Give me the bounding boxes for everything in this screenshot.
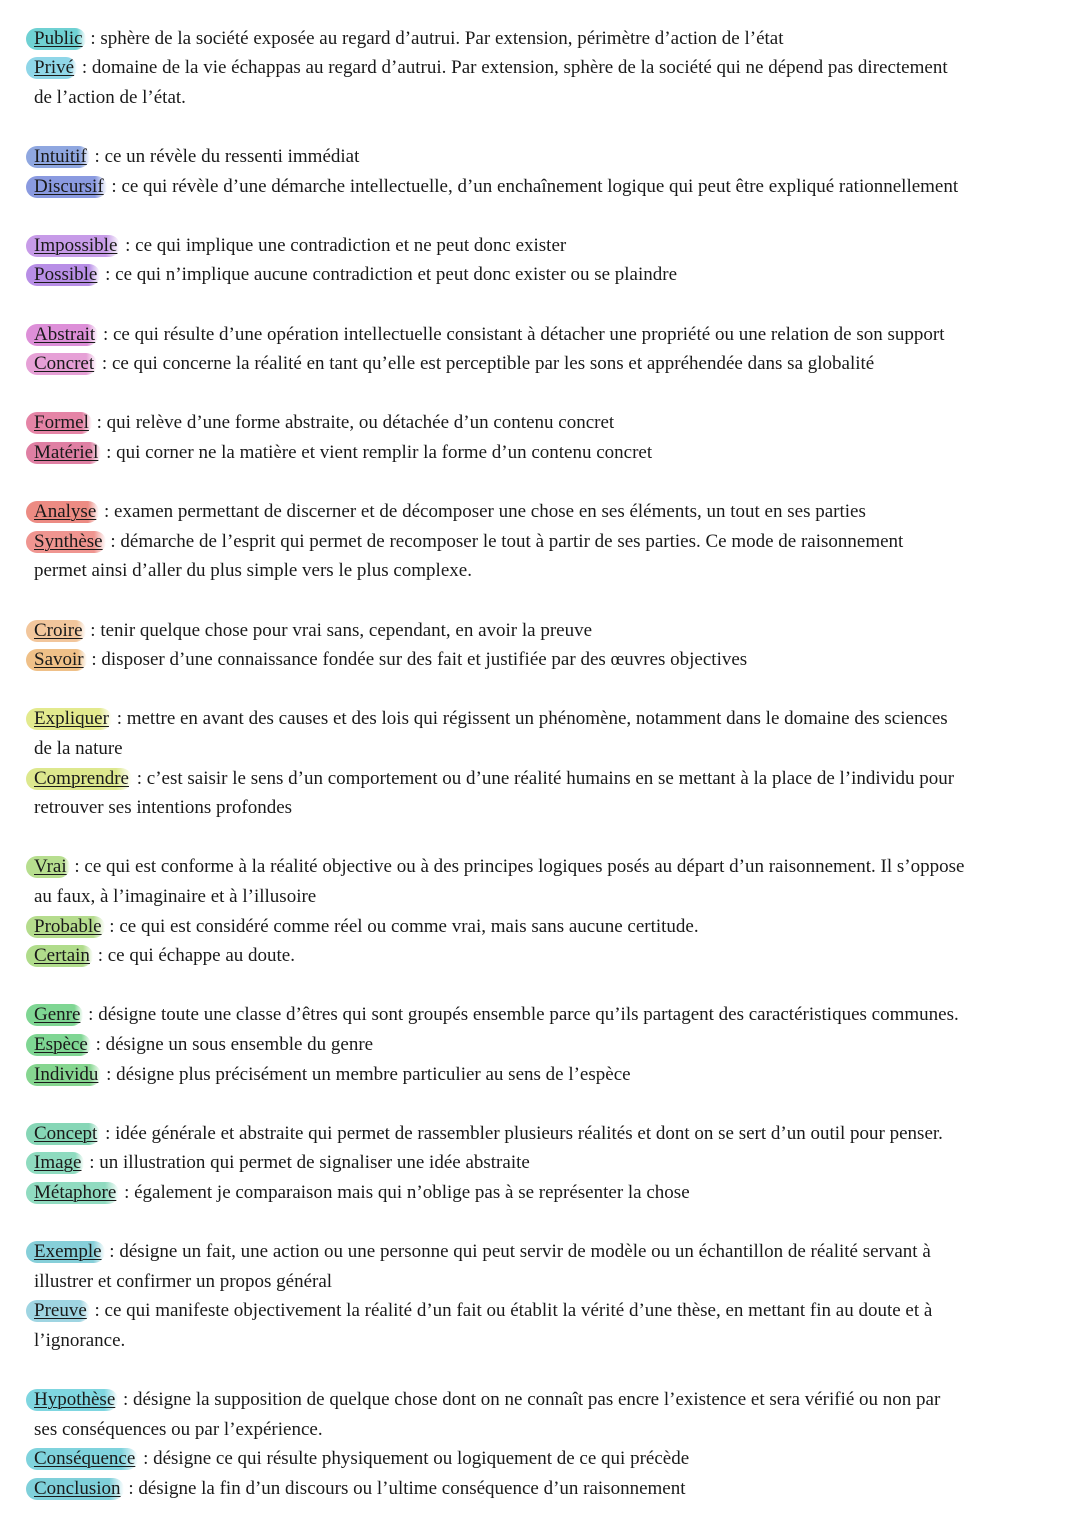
term-label: Espèce [26,1034,91,1056]
definition-text: ce qui est considéré comme réel ou comme vrai, mais sans aucune certitude. [119,915,699,937]
definition-text: démarche de l’esprit qui permet de recomposer le tout à partir de ses parties. Ce mode de raisonnement [120,530,904,552]
definition-text: désigne un fait, une action ou une personne qui peut servir de modèle ou un échantillon de réalité servant à [119,1241,931,1263]
separator: : [101,441,117,463]
definition-line [34,24,1064,54]
term-label: Individu [26,1064,101,1086]
definition-line [34,1000,1064,1030]
definition-text: qui corner ne la matière et vient remplir la forme d’un contenu concret [116,441,653,463]
separator: : [97,353,112,375]
definition-text: ce qui révèle d’une démarche intellectuelle, d’un enchaînement logique qui peut être expliqué rationnellement [121,175,959,197]
separator: : [99,501,115,523]
definition-text: également je comparaison mais qui n’oblige pas à se représenter la chose [134,1181,690,1203]
definition-text: un illustration qui permet de signaliser une idée abstraite [99,1152,530,1174]
definition-line [34,1474,1064,1504]
definition-text: ce un révèle du ressenti immédiat [104,145,360,167]
separator: : [85,27,101,49]
separator: : [138,1448,154,1470]
definition-text: idée générale et abstraite qui permet de rassembler plusieurs réalités et dont on se sert d’un outil pour penser. [115,1122,943,1144]
separator: : [77,57,92,79]
separator: : [91,412,107,434]
separator: : [86,649,102,671]
term-label: Vrai [26,856,70,878]
definition-line [34,645,1064,675]
separator: : [69,856,85,878]
definition-line [34,497,1064,527]
separator: : [105,530,121,552]
definition-line [34,1178,1064,1208]
definition-line [34,704,1064,734]
definition-line [34,764,1064,794]
separator: : [118,1389,134,1411]
definition-continuation: ses conséquences ou par l’expérience. [34,1418,323,1440]
term-label: Public [26,28,86,50]
term-label: Concret [26,353,97,375]
separator: : [83,1004,99,1026]
term-label: Intuitif [26,146,90,168]
definition-continuation: retrouver ses intentions profondes [34,797,293,819]
definition-text: ce qui concerne la réalité en tant qu’elle est perceptible par les sons et appréhendée dans sa globalité [111,353,875,375]
term-label: Exemple [26,1241,105,1263]
term-label: Image [26,1152,84,1174]
term-label: Genre [26,1004,83,1026]
separator: : [111,708,127,730]
separator: : [89,145,105,167]
separator: : [85,619,101,641]
definition-line [34,53,1064,83]
definition-line [34,852,1064,882]
definition-continuation: illustrer et confirmer un propos général [34,1270,333,1292]
separator: : [98,323,113,345]
separator: : [90,1033,106,1055]
definition-text: domaine de la vie échappas au regard d’autrui. Par extension, sphère de la société qui ne dépend pas directement [91,57,948,79]
term-label: Formel [26,412,92,434]
definition-continuation: au faux, à l’imaginaire et à l’illusoire [34,885,317,907]
definition-text: disposer d’une connaissance fondée sur des fait et justifiée par des œuvres objectives [101,649,748,671]
definition-text: désigne la fin d’un discours ou l’ultime conséquence d’un raisonnement [138,1477,686,1499]
term-label: Preuve [26,1300,90,1322]
separator: : [131,767,147,789]
definition-text: désigne toute une classe d’êtres qui sont groupés ensemble parce qu’ils partagent des caractéristiques communes. [98,1004,959,1026]
separator: : [89,1300,105,1322]
definition-line [34,142,1064,172]
separator: : [106,175,122,197]
term-label: Métaphore [26,1182,119,1204]
term-label: Discursif [26,176,107,198]
definition-line [34,1030,1064,1060]
definition-line [34,1296,1064,1326]
definition-text: c’est saisir le sens d’un comportement ou d’une réalité humains en se mettant à la place de l’individu pour [146,767,955,789]
definition-line [34,408,1064,438]
definition-line [34,912,1064,942]
definition-continuation: de la nature [34,737,123,759]
term-label: Analyse [26,501,99,523]
separator: : [100,1122,116,1144]
term-label: Croire [26,620,86,642]
definition-line [34,1237,1064,1267]
definition-text: désigne un sous ensemble du genre [105,1033,374,1055]
separator: : [101,1063,117,1085]
term-label: Concept [26,1123,100,1145]
definition-text: tenir quelque chose pour vrai sans, cependant, en avoir la preuve [100,619,593,641]
term-label: Synthèse [26,531,106,553]
definition-text: ce qui n’implique aucune contradiction et peut donc exister ou se plaindre [115,264,678,286]
term-label: Possible [26,264,100,286]
definition-text: examen permettant de discerner et de décomposer une chose en ses éléments, un tout en ses parties [114,501,866,523]
term-label: Conséquence [26,1448,138,1470]
definition-line [34,941,1064,971]
definition-text: ce qui échappe au doute. [107,945,295,967]
term-label: Matériel [26,442,101,464]
definition-line [34,527,1064,557]
term-label: Probable [26,916,105,938]
term-label: Expliquer [26,708,112,730]
definition-text: mettre en avant des causes et des lois qui régissent un phénomène, notamment dans le domaine des sciences [126,708,948,730]
definition-continuation: l’ignorance. [34,1329,126,1351]
definition-line [34,438,1064,468]
separator: : [100,264,116,286]
term-label: Abstrait [26,324,98,346]
term-label: Savoir [26,649,87,671]
definition-line [34,1119,1064,1149]
separator: : [120,234,136,256]
definition-line [34,231,1064,261]
term-label: Impossible [26,235,120,257]
definition-line [34,1444,1064,1474]
definition-text: désigne la supposition de quelque chose dont on ne connaît pas encre l’existence et sera vérifié ou non par [133,1389,941,1411]
separator: : [84,1152,100,1174]
definition-line [34,172,1064,202]
definition-text: ce qui implique une contradiction et ne peut donc exister [135,234,567,256]
definition-text: ce qui résulte d’une opération intellectuelle consistant à détacher une propriété ou une relation de son support [113,323,945,345]
definition-continuation: de l’action de l’état. [34,86,186,108]
separator: : [119,1181,135,1203]
definition-text: désigne ce qui résulte physiquement ou logiquement de ce qui précède [153,1448,690,1470]
separator: : [92,945,108,967]
definition-text: qui relève d’une forme abstraite, ou détachée d’un contenu concret [106,412,615,434]
definition-line [34,616,1064,646]
definition-text: ce qui est conforme à la réalité objective ou à des principes logiques posés au départ d’un raisonnement. Il s’oppose [84,856,965,878]
separator: : [104,915,120,937]
separator: : [123,1477,139,1499]
definition-line [34,1148,1064,1178]
definition-line [34,349,1064,379]
term-label: Certain [26,945,93,967]
term-label: Conclusion [26,1478,124,1500]
term-label: Comprendre [26,768,132,790]
definition-line [34,260,1064,290]
definition-text: sphère de la société exposée au regard d’autrui. Par extension, périmètre d’action de l’état [100,27,784,49]
definition-line [34,320,1064,350]
definition-text: désigne plus précisément un membre particulier au sens de l’espèce [116,1063,631,1085]
term-label: Hypothèse [26,1389,118,1411]
definition-line [34,1385,1064,1415]
separator: : [104,1241,120,1263]
definition-continuation: permet ainsi d’aller du plus simple vers le plus complexe. [34,560,472,582]
definition-text: ce qui manifeste objectivement la réalité d’un fait ou établit la vérité d’une thèse, en mettant fin au doute et à [104,1300,933,1322]
term-label: Privé [26,57,77,79]
definition-line [34,1060,1064,1090]
